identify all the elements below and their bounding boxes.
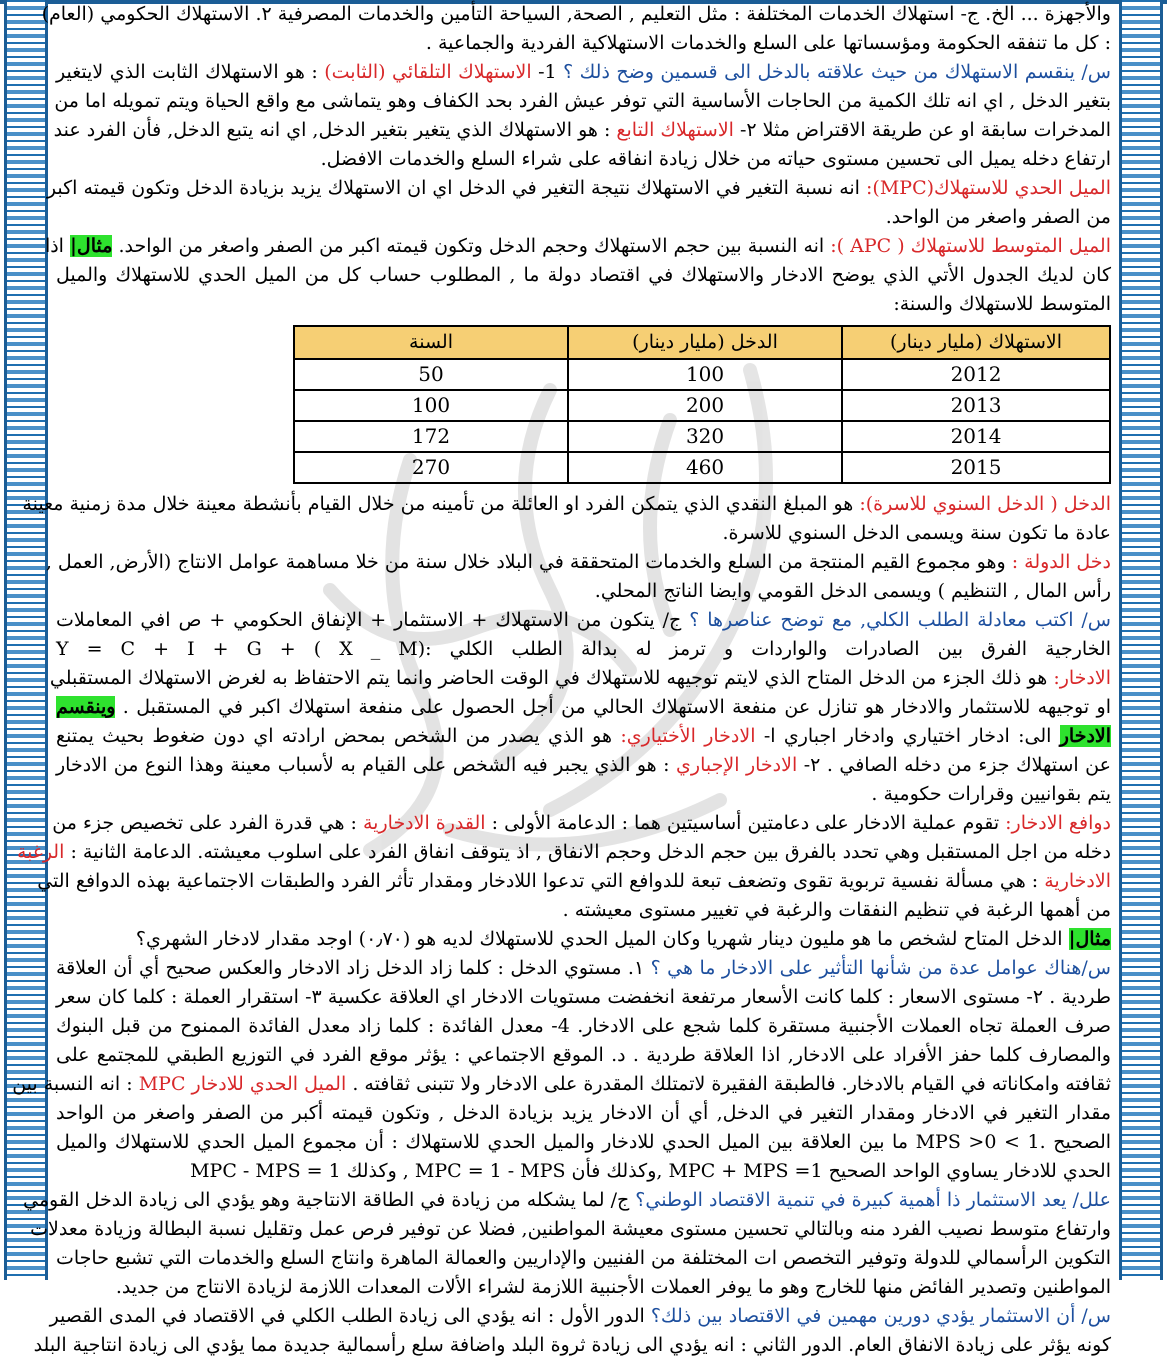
table-cell: 460: [568, 452, 842, 483]
text-line: طردية . ٢- مستوى الاسعار : كلما كانت الأسعار مرتفعة انخفضت مستويات الادخار اي العلاقة عكسية ٣- استقرار العملة : كلما كان سعر: [56, 986, 1112, 1008]
table-cell: 2014: [842, 421, 1110, 452]
text-line: عن استهلاك جزء من دخله الصافي . ٢- الادخار الإجباري : هو الذي يجبر فيه الشخص على القيام به لأسباب معينة وهذا النوع من الادخار: [56, 754, 1111, 776]
text-line: المتوسط للاستهلاك والسنة:: [893, 293, 1111, 315]
saving-motives: دوافع الادخار: تقوم عملية الادخار على دعامتين أساسيتين هما : الدعامة الأولى : القدرة الادخارية : هي قدرة الفرد على تخصيص جزء من: [52, 812, 1111, 834]
investment-roles-question: س/ أن الاستثمار يؤدي دورين مهمين في الاقتصاد بين ذلك؟ الدور الأول : انه يؤدي الى زيادة الطلب الكلي في الاقتصاد في المدى القصير: [49, 1305, 1111, 1327]
text-line: دخله من اجل المستقبل وهي تحدد بالفرق بين حجم الدخل وحجم الانفاق , اذ يتوقف انفاق الفرد على اسلوب معيشته. الدعامة الثانية : الرغبة: [16, 841, 1111, 863]
text-line: المدخرات سابقة او عن طريقة الاقتراض مثلا ٢- الاستهلاك التابع : هو الاستهلاك الذي يتغير بتغير الدخل, اي انه يتبع الدخل, فأن الفرد عند: [53, 119, 1111, 141]
aggregate-demand-question: س/ اكتب معادلة الطلب الكلي, مع توضح عناصرها ؟ ج/ يتكون من الاستهلاك + الاستثمار + الإنفاق الحكومي + ص افي المعاملات: [56, 609, 1112, 631]
text-line: كان لديك الجدول الأتي الذي يوضح الادخار والاستهلاك في اقتصاد دولة ما , المطلوب حساب كل من الميل الحدي للاستهلاك والميل: [56, 264, 1111, 286]
text-line: عادة ما تكون سنة ويسمى الدخل السنوي للاسرة.: [722, 522, 1111, 544]
table-row: [294, 421, 1110, 452]
text-line: التكوين الرأسمالي للدولة وتوفير التخصص ات المختلفة من الفنيين والإداريين والعمالة الماهرة وانتاج السلع والخدمات التي تشبع حاجات: [56, 1247, 1111, 1269]
investment-question: علل/ يعد الاستثمار ذا أهمية كبيرة في تنمية الاقتصاد الوطني؟ ج/ لما يشكله من زيادة في الطاقة الانتاجية وهو يؤدي الى زيادة الدخل القومي: [23, 1189, 1111, 1211]
text-line: من الصفر واصغر من الواحد.: [885, 206, 1111, 228]
text-line: رأس المال , التنظيم ) ويسمى الدخل القومي وايضا الناتج المحلي.: [594, 580, 1111, 602]
table-cell: 200: [568, 390, 842, 421]
saving-factors-question: س/هناك عوامل عدة من شأنها التأثير على الادخار ما هي ؟ ١. مستوي الدخل : كلما زاد الدخل زاد الادخار والعكس صحيح أي أن العلاقة: [56, 957, 1111, 979]
table-row: [294, 390, 1110, 421]
table-cell: 2015: [842, 452, 1110, 483]
text-line: مقدار التغير في الادخار ومقدار التغير في الدخل, أي أن الادخار يزيد بزيادة الدخل , وتكون قيمته أكبر من الصفر واصغر من الواحد: [56, 1102, 1111, 1124]
keyword-highlight: الادخار: [1059, 725, 1112, 747]
text-line: الصحيح .1 > MPS >0 ما بين العلاقة بين الميل الحدي للادخار والميل الحدي للاستهلاك : أن مجموع الميل الحدي للاستهلاك والميل: [56, 1131, 1112, 1153]
state-income-definition: دخل الدولة : وهو مجموع القيم المنتجة من السلع والخدمات المتحققة في البلاد خلال سنة من خلا مساهمة عوامل الانتاج (الأرض, العمل ,: [45, 551, 1111, 573]
text-line: بتغير الدخل , اي انه تلك الكمية من الحاجات الأساسية التي توفر عيش الفرد بحد الكفاف وهو يتماشى مع واقع الحياة ويتم تمويله اما من: [54, 90, 1111, 112]
table-cell: 50: [294, 359, 568, 390]
income-definition: الدخل ( الدخل السنوي للاسرة): هو المبلغ النقدي الذي يتمكن الفرد او العائلة من تأمينه من خلال القيام بأنشطة معينة خلال مدة زمنية معينة: [22, 493, 1111, 515]
text-line: الحدي للادخار يساوي الواحد الصحيح MPC + MPS =1 ,وكذلك فأن MPC = 1 - MPS , وكذلك MPC - MPS = 1: [190, 1160, 1111, 1182]
text-line: صرف العملة تجاه العملات الأجنبية مستقرة كلما شجع على الادخار. 4- معدل الفائدة : كلما زاد معدل الفائدة الممنوح من قبل البنوك: [56, 1015, 1111, 1037]
table-row: [294, 452, 1110, 483]
text-line: كونه يؤثر على زيادة الانفاق العام. الدور الثاني : انه يؤدي الى زيادة ثروة البلد واضافة سلع رأسمالية جديدة مما يؤدي الى زيادة انتاجية البلد: [33, 1334, 1111, 1356]
table-row: [294, 359, 1110, 390]
table-cell: 100: [294, 390, 568, 421]
saving-definition: الادخار: هو ذلك الجزء من الدخل المتاح الذي لايتم توجيهه للاستهلاك في الوقت الحاضر وانما يتم الاحتفاظ به لغرض الاستهلاك المستقبلي: [49, 667, 1111, 689]
table-cell: 172: [294, 421, 568, 452]
text-line: من أهمها الرغبة في تنظيم النفقات والرغبة في تغيير مستوى معيشته .: [562, 899, 1111, 921]
apc-definition: الميل المتوسط للاستهلاك ( APC ): انه النسبة بين حجم الاستهلاك وحجم الدخل وتكون قيمته اكبر من الصفر واصغر من الواحد. مثال| اذا: [44, 235, 1111, 257]
text-line: الادخارية : هي مسألة نفسية تربوية تقوى وتضعف تبعة للدوافع التي تدعوا اللادخار ومقدار تأثر الفرد والطبقات الاجتماعية بهذه الدوافع التي: [37, 870, 1111, 892]
text-line: ثقافته وامكاناته في القيام بالادخار. فالطبقة الفقيرة لاتمتلك المقدرة على الادخار ولا تتبنى ثقافته . الميل الحدي للادخار MPC : انه النسبة بين: [12, 1073, 1111, 1095]
example-2: مثال| الدخل المتاح لشخص ما هو مليون دينار شهريا وكان الميل الحدي للاستهلاك لديه هو (٠٫٧٠) اوجد مقدار لادخار الشهري؟: [135, 928, 1111, 950]
text-line: يتم بقوانيين وقرارات حكومية .: [871, 783, 1111, 805]
text-line: المواطنين وتصدير الفائض منها للخارج وهو ما يوفر العملات الأجنبية اللازمة لشراء الألات المعدات اللازمة لزيادة الانتاج من جديد.: [115, 1276, 1111, 1298]
table-cell: 100: [568, 359, 842, 390]
table-cell: 2013: [842, 390, 1110, 421]
keyword-highlight: وينقسم: [56, 696, 116, 718]
text-line: والأجهزة ... الخ. ج- استهلاك الخدمات المختلفة : مثل التعليم , الصحة, السياحة التأمين والخدمات المصرفية ٢. الاستهلاك الحكومي (العام): [41, 3, 1111, 25]
text-line: والمصارف كلما حفز الأفراد على الادخار, اذا العلاقة طردية . د. الموقع الاجتماعي : يؤثر موقع الفرد في التوزيع الطبقي للمجتمع على: [56, 1044, 1111, 1066]
data-table: [293, 325, 1111, 484]
example-highlight: مثال|: [1068, 928, 1111, 950]
text-line: الادخار الى: ادخار اختياري وادخار اجباري ا- الادخار الأختياري: هو الذي يصدر من الشخص بمحض ارادته اي دون ضغوط بحيث يمتنع: [56, 725, 1112, 747]
table-cell: 320: [568, 421, 842, 452]
text-line: وارتفاع متوسط نصيب الفرد منه وبالتالي تحسين مستوى معيشة المواطنين, فضلا عن توفير فرص عمل وتقليل نسبة البطالة وزيادة معدلات: [30, 1218, 1111, 1240]
table-header: الاستهلاك (مليار دينار): [842, 326, 1110, 359]
table-header: السنة: [294, 326, 568, 359]
text-line: ارتفاع دخله يميل الى تحسين مستوى حياته من خلال زيادة انفاقه على شراء السلع والخدمات الافضل.: [320, 148, 1111, 170]
decorative-border-right: [1119, 0, 1163, 1280]
mpc-definition: الميل الحدي للاستهلاك(MPC): انه نسبة التغير في الاستهلاك نتيجة التغير في الدخل اي ان الاستهلاك يزيد بزيادة الدخل وتكون قيمته اكبر: [46, 177, 1111, 199]
text-line: : كل ما تنفقه الحكومة ومؤسساتها على السلع والخدمات الاستهلاكية الفردية والجماعية .: [425, 32, 1111, 54]
table-header: الدخل (مليار دينار): [568, 326, 842, 359]
consumption-types-question: س/ ينقسم الاستهلاك من حيث علاقته بالدخل الى قسمين وضح ذلك ؟ 1- الاستهلاك التلقائي (الثابت) : هو الاستهلاك الثابت الذي لايتغير: [56, 61, 1111, 83]
example-highlight: مثال|: [70, 235, 113, 257]
table-cell: 270: [294, 452, 568, 483]
table-cell: 2012: [842, 359, 1110, 390]
text-line: الخارجية الفرق بين الصادرات والواردات و ترمز له بدالة الطلب الكلي :Y = C + I + G + ( X _ M): [56, 638, 1111, 660]
document-page: [12, 0, 1112, 1356]
text-line: او توجيهه للاستثمار والادخار هو تنازل عن منفعة الاستهلاك الحالي من أجل الحصول على منفعة استهلاك اكبر في المستقبل . وينقسم: [56, 696, 1111, 718]
